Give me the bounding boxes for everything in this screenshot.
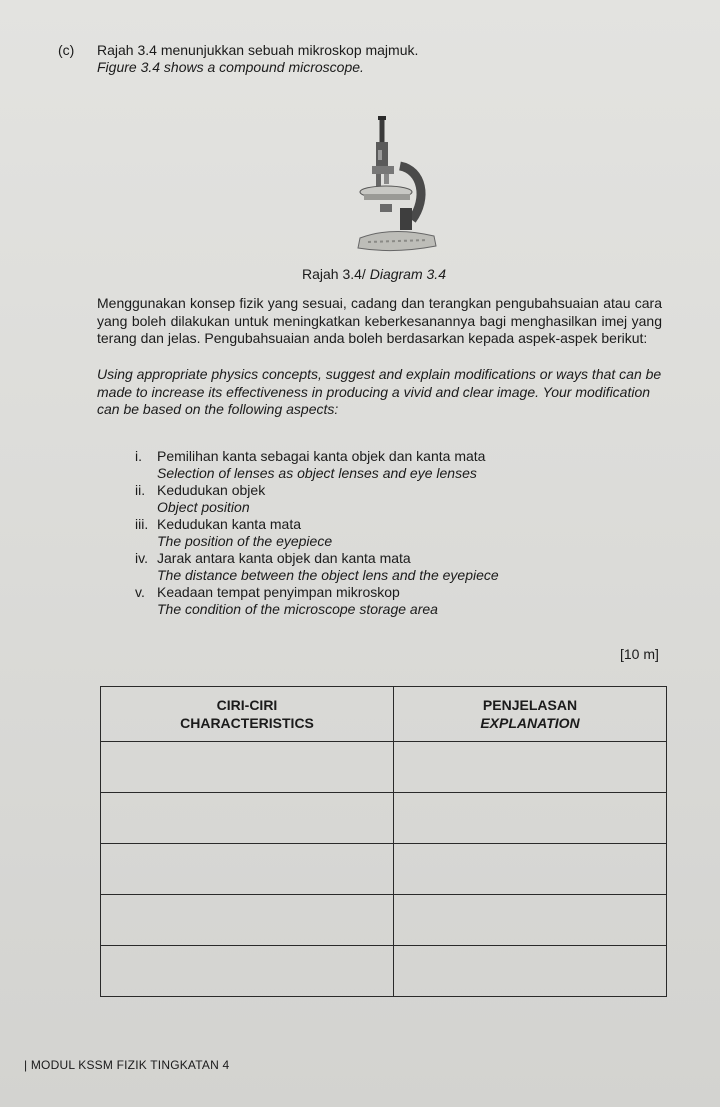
aspect-number: v. xyxy=(135,584,145,600)
answer-cell[interactable] xyxy=(394,946,667,997)
answer-cell[interactable] xyxy=(101,793,394,844)
aspect-item xyxy=(135,448,499,482)
aspect-en: The distance between the object lens and the eyepiece xyxy=(157,567,499,583)
answer-cell[interactable] xyxy=(101,895,394,946)
header-explanation-en: EXPLANATION xyxy=(480,715,580,731)
question-text-en: Figure 3.4 shows a compound microscope. xyxy=(97,59,364,75)
aspect-en: Selection of lenses as object lenses and eye lenses xyxy=(157,465,477,481)
aspect-item xyxy=(135,516,499,550)
aspect-ms: Keadaan tempat penyimpan mikroskop xyxy=(157,584,400,600)
question-label: (c) xyxy=(58,42,75,58)
aspect-item xyxy=(135,584,499,618)
header-explanation xyxy=(394,687,667,742)
aspect-ms: Kedudukan objek xyxy=(157,482,266,498)
table-row xyxy=(101,742,667,793)
aspect-item xyxy=(135,550,499,584)
answer-cell[interactable] xyxy=(394,742,667,793)
aspect-item xyxy=(135,482,499,516)
table-row xyxy=(101,793,667,844)
aspect-ms: Pemilihan kanta sebagai kanta objek dan kanta mata xyxy=(157,448,486,464)
aspect-number: iii. xyxy=(135,516,149,532)
microscope-icon xyxy=(342,108,452,258)
header-characteristics-ms: CIRI-CIRI xyxy=(216,697,278,713)
aspect-number: ii. xyxy=(135,482,146,498)
figure-caption xyxy=(0,266,720,282)
aspect-en: The condition of the microscope storage area xyxy=(157,601,438,617)
marks-label: [10 m] xyxy=(620,646,659,662)
figure-caption-en: Diagram 3.4 xyxy=(369,266,446,282)
aspect-ms: Jarak antara kanta objek dan kanta mata xyxy=(157,550,411,566)
answer-cell[interactable] xyxy=(101,742,394,793)
aspect-en: The position of the eyepiece xyxy=(157,533,333,549)
answer-cell[interactable] xyxy=(394,895,667,946)
aspect-en: Object position xyxy=(157,499,250,515)
aspect-number: iv. xyxy=(135,550,148,566)
table-row xyxy=(101,844,667,895)
aspect-number: i. xyxy=(135,448,142,464)
header-characteristics xyxy=(101,687,394,742)
aspect-ms: Kedudukan kanta mata xyxy=(157,516,301,532)
aspect-list xyxy=(135,448,499,618)
table-header-row xyxy=(101,687,667,742)
instructions-ms: Menggunakan konsep fizik yang sesuai, cadang dan terangkan pengubahsuaian atau cara yang boleh dilakukan untuk meningkatkan keberkesanannya bagi menghasilkan imej yang terang dan jelas. Pengubahsuaian anda boleh berdasarkan kepada aspek-aspek berikut: xyxy=(97,295,662,346)
table-row xyxy=(101,895,667,946)
answer-table xyxy=(100,686,667,997)
question-text xyxy=(97,42,418,76)
answer-cell[interactable] xyxy=(394,844,667,895)
table-row xyxy=(101,946,667,997)
figure-caption-ms: Rajah 3.4/ xyxy=(302,266,366,282)
question-text-ms: Rajah 3.4 menunjukkan sebuah mikroskop majmuk. xyxy=(97,42,419,58)
header-explanation-ms: PENJELASAN xyxy=(482,697,578,713)
answer-cell[interactable] xyxy=(101,946,394,997)
answer-cell[interactable] xyxy=(394,793,667,844)
answer-cell[interactable] xyxy=(101,844,394,895)
header-characteristics-en: CHARACTERISTICS xyxy=(180,715,314,731)
footer-label: | MODUL KSSM FIZIK TINGKATAN 4 xyxy=(24,1058,230,1072)
instructions-en: Using appropriate physics concepts, suggest and explain modifications or ways that can be made to increase its effectiveness in producing a vivid and clear image. Your modification can be based on the following aspects: xyxy=(97,366,662,417)
